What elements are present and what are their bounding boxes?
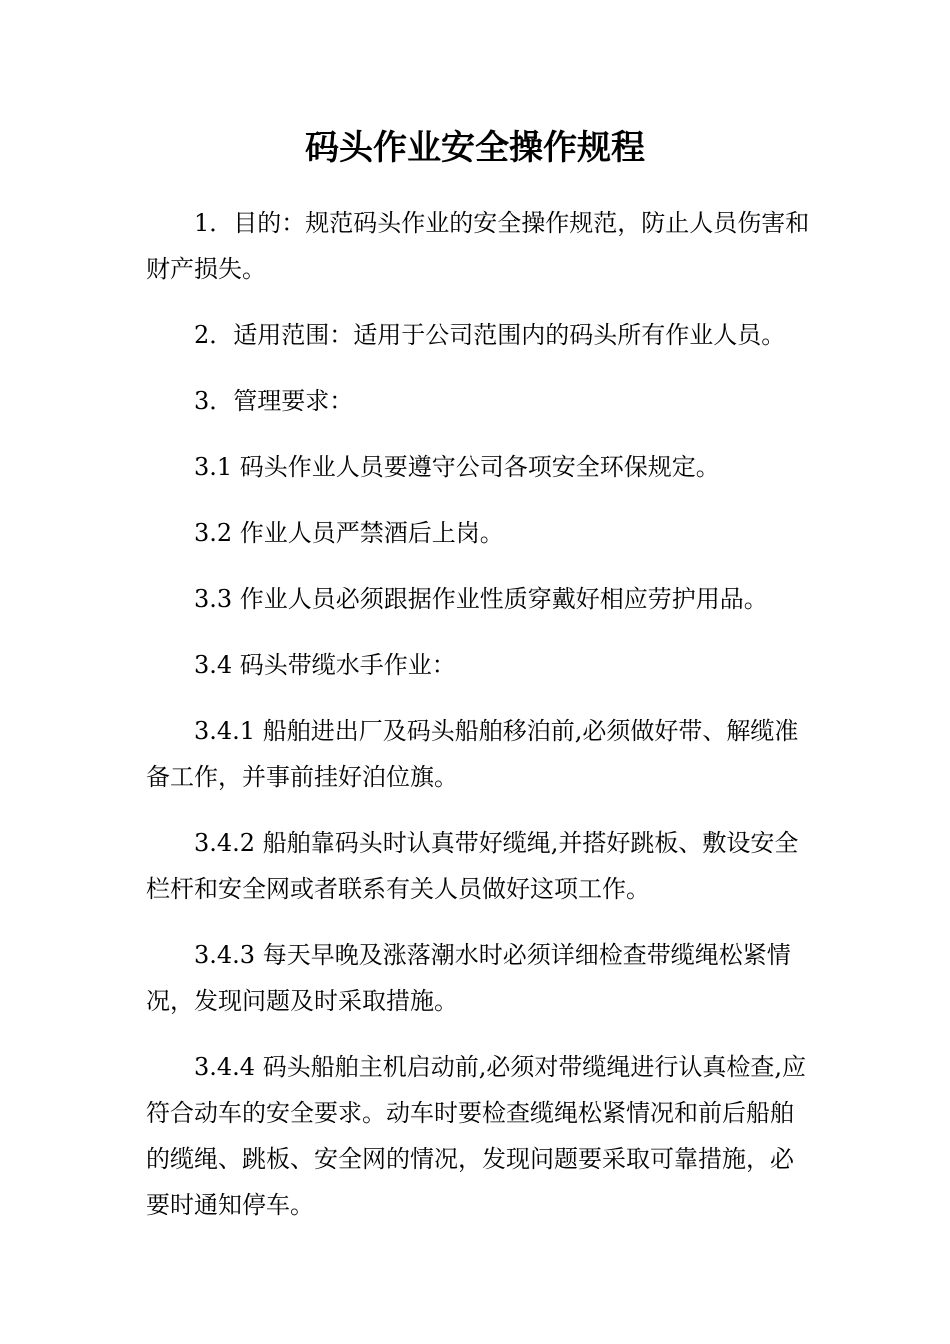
- paragraph-scope: 2．适用范围：适用于公司范围内的码头所有作业人员。: [194, 321, 786, 349]
- paragraph-3-1: 3.1 码头作业人员要遵守公司各项安全环保规定。: [194, 453, 720, 481]
- paragraph-purpose: 1．目的：规范码头作业的安全操作规范，防止人员伤害和财产损失。: [146, 209, 810, 283]
- paragraph-3-4-1: 3.4.1 船舶进出厂及码头船舶移泊前,必须做好带、解缆准备工作，并事前挂好泊位旗。: [146, 717, 799, 791]
- paragraph-3-3: 3.3 作业人员必须跟据作业性质穿戴好相应劳护用品。: [194, 585, 768, 613]
- paragraph-requirements-heading: 3．管理要求：: [194, 387, 354, 415]
- paragraph-3-4-2: 3.4.2 船舶靠码头时认真带好缆绳,并搭好跳板、敷设安全栏杆和安全网或者联系有关人员做好这项工作。: [146, 829, 799, 903]
- paragraph-3-4-4: 3.4.4 码头船舶主机启动前,必须对带缆绳进行认真检查,应符合动车的安全要求。动车时要检查缆绳松紧情况和前后船舶的缆绳、跳板、安全网的情况，发现问题要采取可靠措施，必要时通知停车。: [146, 1053, 806, 1219]
- document-title: 码头作业安全操作规程: [305, 128, 645, 168]
- paragraph-3-2: 3.2 作业人员严禁酒后上岗。: [194, 519, 504, 547]
- paragraph-3-4: 3.4 码头带缆水手作业：: [194, 651, 456, 679]
- document-body: [146, 200, 811, 1248]
- paragraph-3-4-3: 3.4.3 每天早晚及涨落潮水时必须详细检查带缆绳松紧情况，发现问题及时采取措施。: [146, 941, 791, 1015]
